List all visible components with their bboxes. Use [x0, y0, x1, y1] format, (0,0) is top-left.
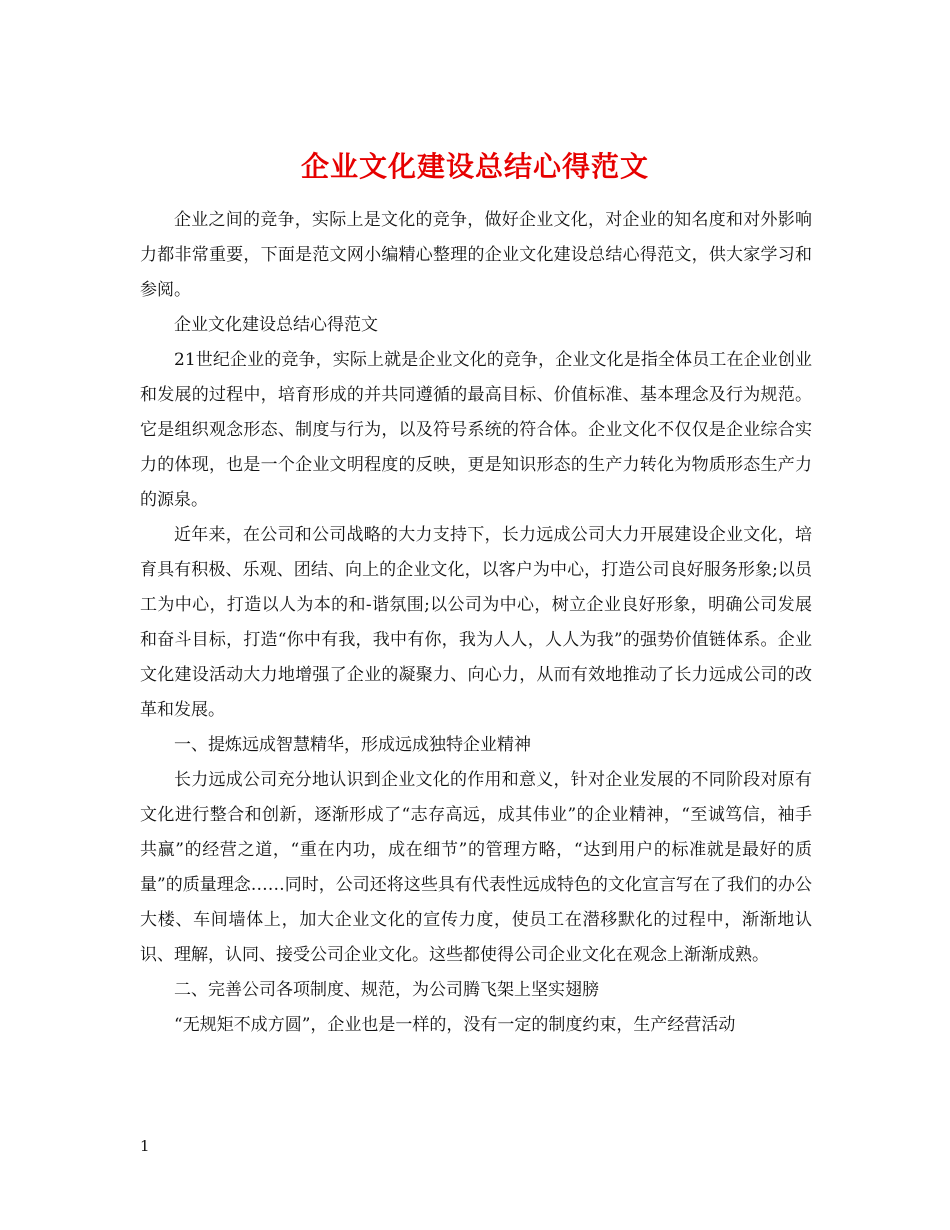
document-body: [140, 203, 812, 1043]
section-heading: 一、提炼远成智慧精华，形成远成独特企业精神: [174, 735, 531, 755]
section-heading: 二、完善公司各项制度、规范，为公司腾飞架上坚实翅膀: [174, 980, 599, 1000]
intro-paragraph: 企业之间的竞争，实际上是文化的竞争，做好企业文化，对企业的知名度和对外影响力都非常重要，下面是范文网小编精心整理的企业文化建设总结心得范文，供大家学习和参阅。: [140, 210, 812, 300]
body-paragraph: 近年来，在公司和公司战略的大力支持下，长力远成公司大力开展建设企业文化，培育具有积极、乐观、团结、向上的企业文化，以客户为中心，打造公司良好服务形象;以员工为中心，打造以人为本的和-谐氛围;以公司为中心，树立企业良好形象，明确公司发展和奋斗目标，打造“你中有我，我中有你，我为人人，人人为我”的强势价值链体系。企业文化建设活动大力地增强了企业的凝聚力、向心力，从而有效地推动了长力远成公司的改革和发展。: [140, 525, 812, 720]
document-title: 企业文化建设总结心得范文: [300, 149, 649, 183]
body-paragraph: 长力远成公司充分地认识到企业文化的作用和意义，针对企业发展的不同阶段对原有文化进行整合和创新，逐渐形成了“志存高远，成其伟业”的企业精神，“至诚笃信，袖手共赢”的经营之道，“重在内功，成在细节”的管理方略，“达到用户的标准就是最好的质量”的质量理念……同时，公司还将这些具有代表性远成特色的文化宣言写在了我们的办公大楼、车间墙体上，加大企业文化的宣传力度，使员工在潜移默化的过程中，渐渐地认识、理解，认同、接受公司企业文化。这些都使得公司企业文化在观念上渐渐成熟。: [140, 770, 812, 965]
subtitle-paragraph: 企业文化建设总结心得范文: [174, 315, 378, 335]
page-number: 1: [140, 1137, 150, 1155]
body-paragraph: 21世纪企业的竞争，实际上就是企业文化的竞争，企业文化是指全体员工在企业创业和发展的过程中，培育形成的并共同遵循的最高目标、价值标准、基本理念及行为规范。它是组织观念形态、制度与行为，以及符号系统的符合体。企业文化不仅仅是企业综合实力的体现，也是一个企业文明程度的反映，更是知识形态的生产力转化为物质形态生产力的源泉。: [140, 350, 812, 510]
body-paragraph: “无规矩不成方圆”，企业也是一样的，没有一定的制度约束，生产经营活动: [174, 1015, 736, 1035]
